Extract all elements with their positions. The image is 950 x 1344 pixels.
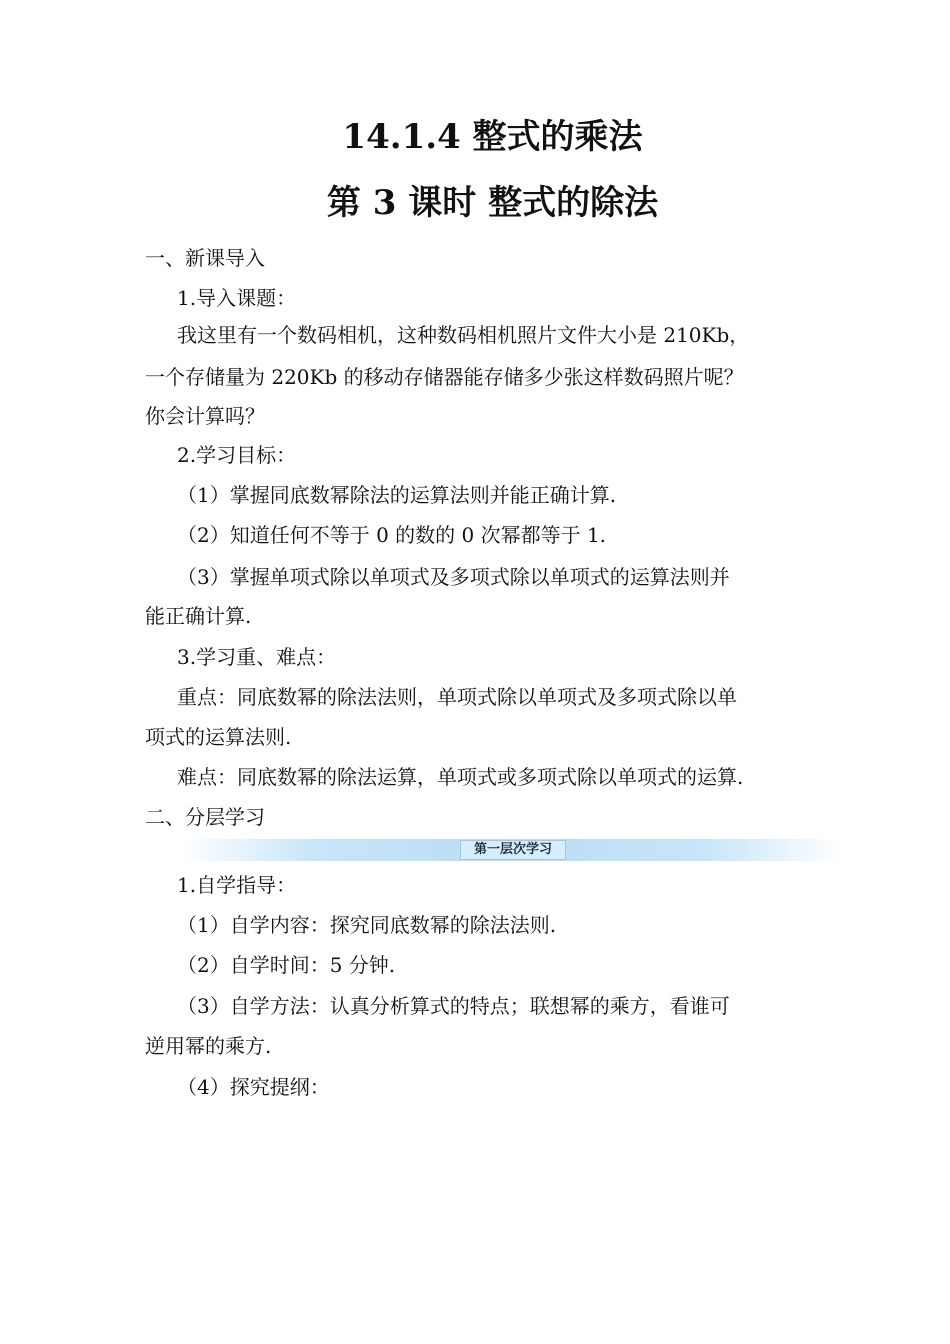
layer-banner-label: 第一层次学习	[460, 840, 566, 860]
guide-item-1: （1）自学内容：探究同底数幂的除法法则.	[177, 913, 557, 937]
key-point-line-2: 项式的运算法则.	[145, 725, 292, 749]
objective-3-line-2: 能正确计算.	[145, 604, 252, 628]
section-heading-intro: 一、新课导入	[145, 246, 265, 270]
objective-3-line-1: （3）掌握单项式除以单项式及多项式除以单项式的运算法则并	[177, 565, 730, 589]
guide-item-4: （4）探究提纲：	[177, 1075, 330, 1099]
subheading-objectives: 2.学习目标：	[177, 443, 297, 467]
key-point-line-1: 重点：同底数幂的除法法则，单项式除以单项式及多项式除以单	[177, 685, 737, 709]
intro-paragraph-line-2: 一个存储量为 220Kb 的移动存储器能存储多少张这样数码照片呢？	[145, 365, 744, 389]
layer-banner	[178, 839, 842, 861]
intro-paragraph-line-3: 你会计算吗？	[145, 404, 265, 428]
sub-title: 第 3 课时 整式的除法	[326, 183, 659, 223]
difficult-point: 难点：同底数幂的除法运算，单项式或多项式除以单项式的运算.	[177, 765, 744, 789]
guide-item-2: （2）自学时间：5 分钟.	[177, 953, 396, 977]
guide-item-3-line-2: 逆用幂的乘方.	[145, 1034, 272, 1058]
objective-1: （1）掌握同底数幂除法的运算法则并能正确计算.	[177, 483, 617, 507]
guide-item-3-line-1: （3）自学方法：认真分析算式的特点；联想幂的乘方，看谁可	[177, 994, 730, 1018]
intro-paragraph-line-1: 我这里有一个数码相机，这种数码相机照片文件大小是 210Kb，	[177, 323, 750, 347]
objective-2: （2）知道任何不等于 0 的数的 0 次幂都等于 1.	[177, 523, 607, 547]
section-heading-layered-learning: 二、分层学习	[145, 805, 265, 829]
main-title: 14.1.4 整式的乘法	[342, 117, 643, 157]
subheading-topic: 1.导入课题：	[177, 286, 297, 310]
subheading-key-points: 3.学习重、难点：	[177, 645, 337, 669]
subheading-self-study-guide: 1.自学指导：	[177, 873, 297, 897]
